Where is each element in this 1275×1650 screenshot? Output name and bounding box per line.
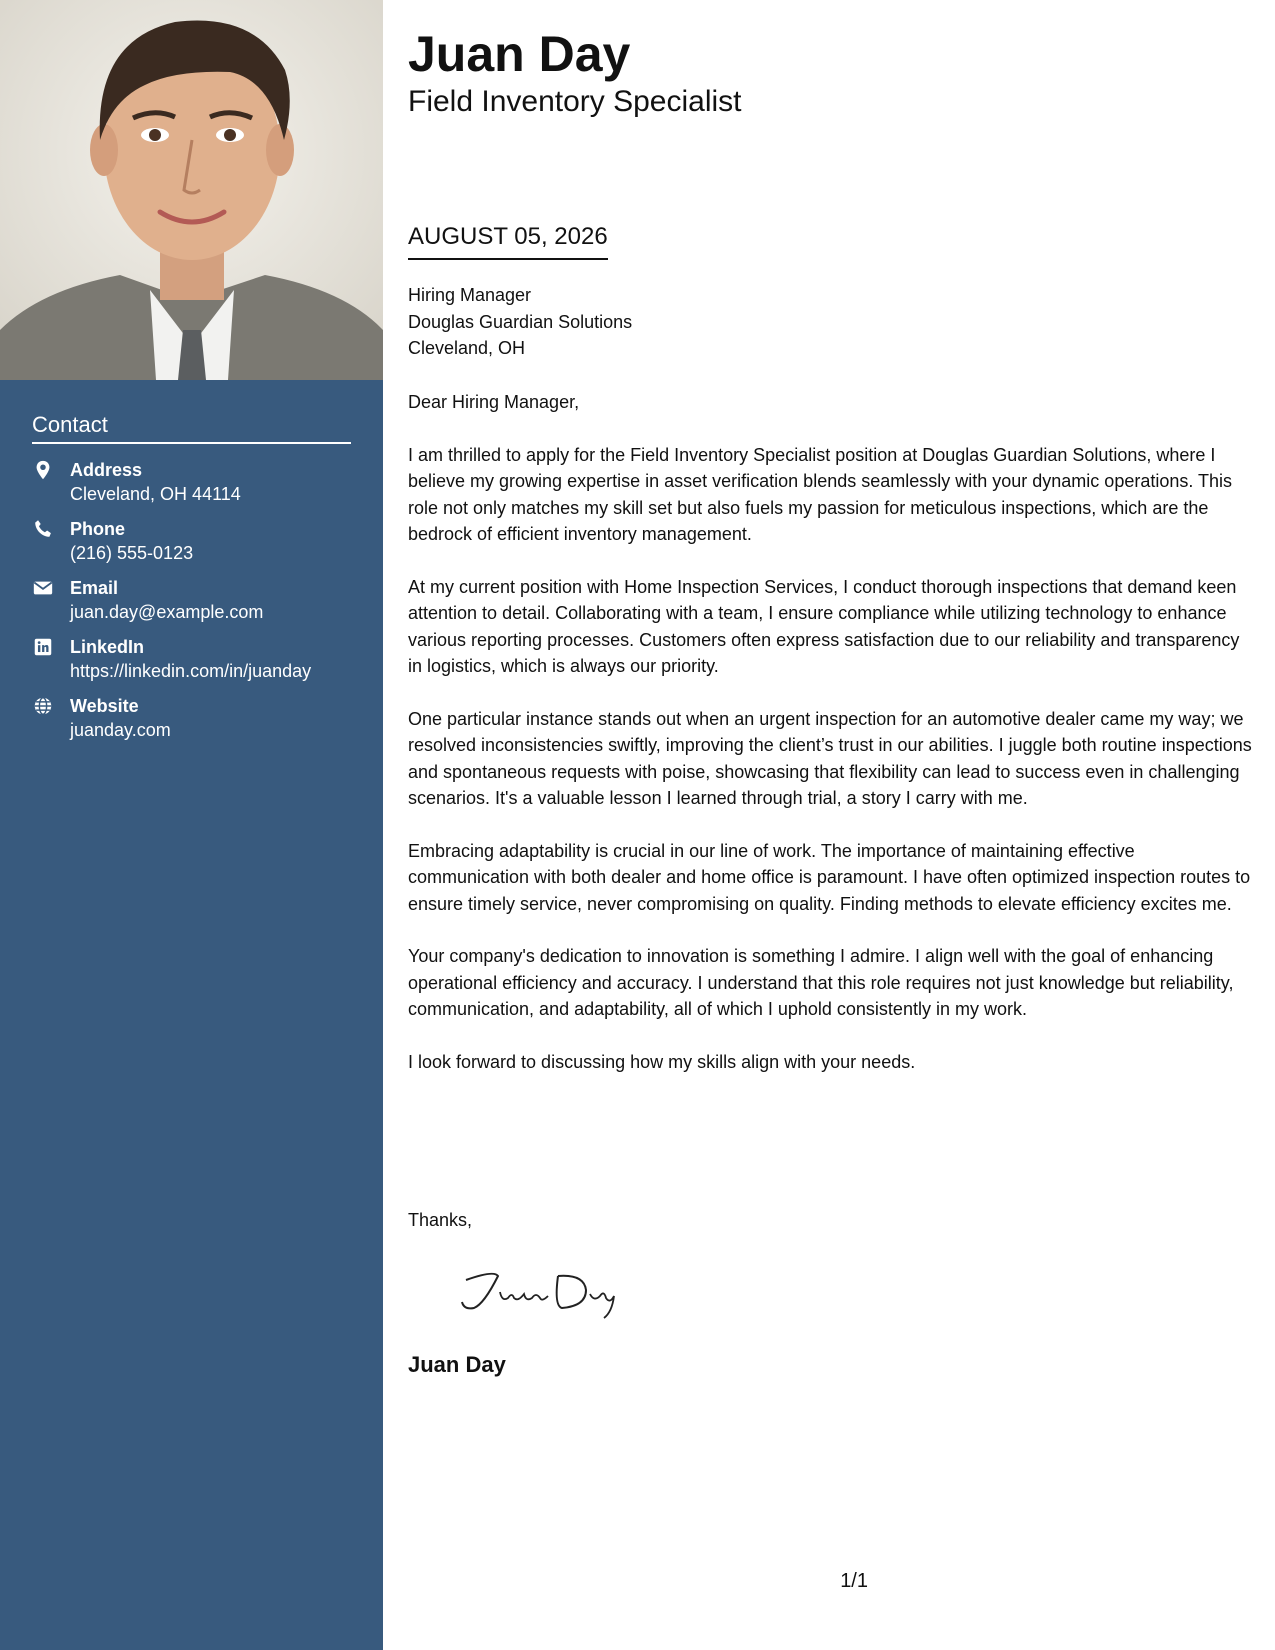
envelope-icon — [32, 577, 54, 599]
contact-item-website — [32, 694, 351, 742]
contact-item-address — [32, 458, 351, 506]
body-paragraph: At my current position with Home Inspection Services, I conduct thorough inspections that demand keen attention to detail. Collaborating with a team, I ensure compliance while utilizing technology to enhance various reporting processes. Customers often express satisfaction due to our reliability and transparency in logistics, which is always our priority. — [408, 576, 1240, 676]
contact-heading: Contact — [32, 412, 351, 444]
map-pin-icon — [32, 459, 54, 481]
page-number: 1/1 — [840, 1570, 868, 1592]
portrait-illustration — [0, 0, 383, 380]
recipient-block — [408, 282, 632, 362]
contact-label: LinkedIn — [70, 637, 145, 657]
recipient-line: Hiring Manager — [408, 285, 532, 305]
letter-body — [408, 389, 1253, 1101]
contact-label: Phone — [70, 519, 126, 539]
email-link[interactable]: juan.day@example.com — [70, 602, 264, 622]
job-title: Field Inventory Specialist — [408, 85, 742, 118]
globe-icon — [32, 695, 54, 717]
phone-value: (216) 555-0123 — [70, 543, 194, 563]
recipient-line: Douglas Guardian Solutions — [408, 311, 633, 332]
phone-icon — [32, 518, 54, 540]
handwritten-signature — [454, 1262, 634, 1322]
contact-item-email — [32, 576, 351, 624]
body-paragraph: One particular instance stands out when an urgent inspection for an automotive dealer came my way; we resolved inconsistencies swiftly, improving the client’s trust in our abilities. I juggle both routine inspections and spontaneous requests with poise, showcasing that flexibility can lead to success even in challenging scenarios. It's a valuable lesson I learned through trial, a story I carry with me. — [408, 708, 1252, 808]
profile-photo — [0, 0, 383, 380]
salutation: Dear Hiring Manager, — [408, 392, 580, 412]
contact-label: Website — [70, 696, 139, 716]
sidebar — [0, 0, 383, 1650]
body-paragraph: Embracing adaptability is crucial in our line of work. The importance of maintaining effective communication with both dealer and home office is paramount. I have often optimized inspection routes to ensure timely service, never compromising on quality. Finding methods to elevate efficiency excites me. — [408, 840, 1251, 914]
body-paragraph: I look forward to discussing how my skills align with your needs. — [408, 1051, 916, 1072]
applicant-name: Juan Day — [408, 26, 631, 82]
linkedin-link[interactable]: https://linkedin.com/in/juanday — [70, 661, 312, 681]
body-paragraph: I am thrilled to apply for the Field Inventory Specialist position at Douglas Guardian Solutions, where I believe my growing expertise in asset verification blends seamlessly with your dynamic operations. This role not only matches my skill set but also fuels my passion for meticulous inspections, which are the bedrock of efficient inventory management. — [408, 444, 1233, 544]
address-value: Cleveland, OH 44114 — [70, 484, 241, 504]
signer-name: Juan Day — [408, 1352, 506, 1377]
website-link[interactable]: juanday.com — [70, 720, 171, 740]
linkedin-icon — [32, 636, 54, 658]
contact-item-linkedin — [32, 635, 351, 683]
body-paragraph: Your company's dedication to innovation is something I admire. I align well with the goal of enhancing operational efficiency and accuracy. I understand that this role requires not just knowledge but reliability, communication, and adaptability, all of which I uphold consistently in my work. — [408, 946, 1234, 1019]
recipient-line: Cleveland, OH — [408, 338, 526, 358]
contact-section — [32, 412, 351, 753]
contact-item-phone — [32, 517, 351, 565]
contact-label: Email — [70, 578, 119, 598]
closing: Thanks, — [408, 1210, 473, 1230]
contact-label: Address — [70, 460, 143, 480]
letter-date: AUGUST 05, 2026 — [408, 222, 608, 260]
